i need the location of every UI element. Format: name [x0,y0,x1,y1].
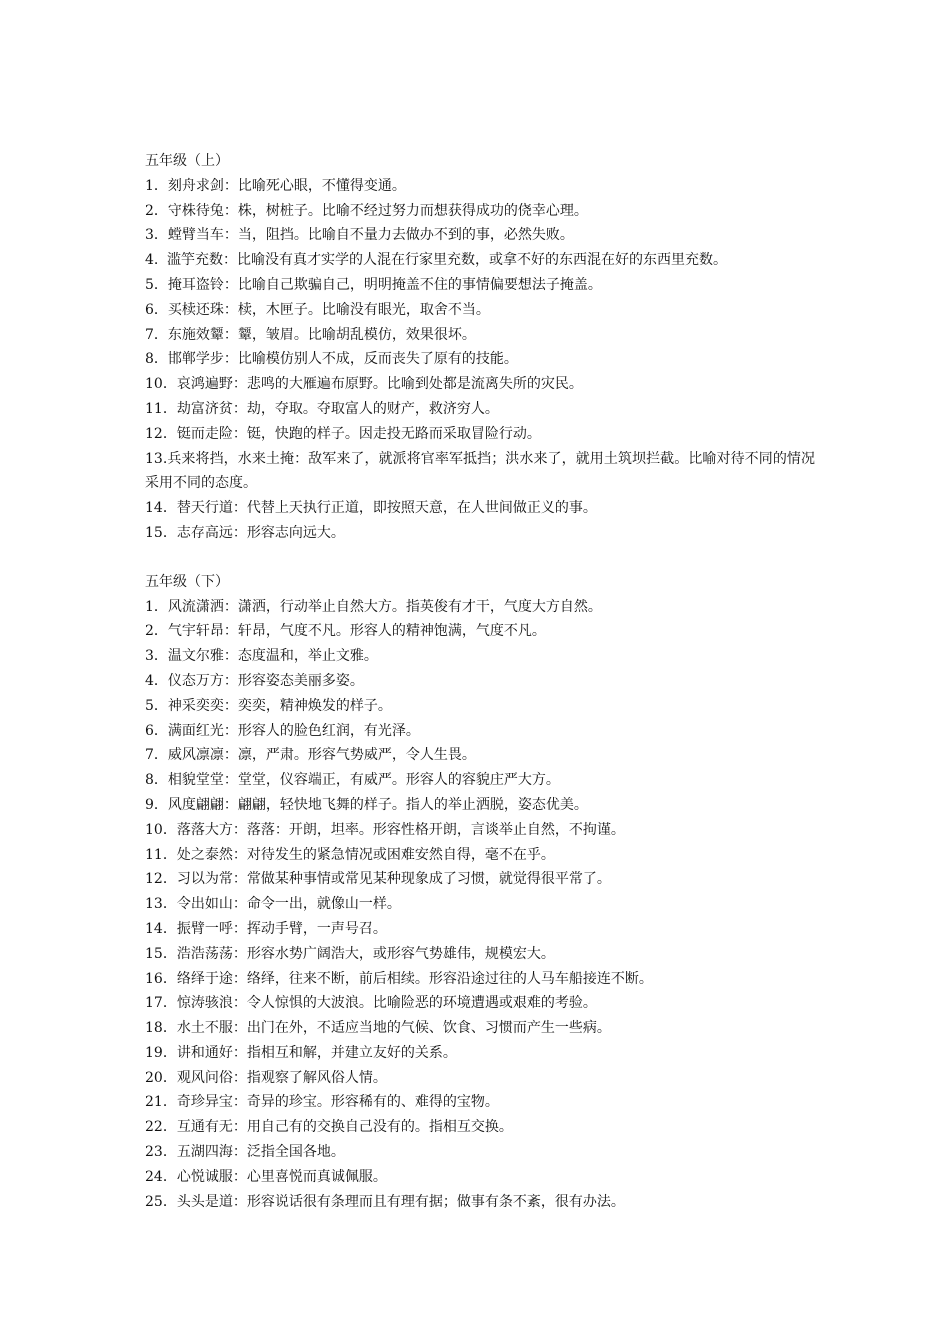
entry-text: 习以为常：常做某种事情或常见某种现象成了习惯，就觉得很平常了。 [176,871,611,888]
entry-number: 15． [145,524,177,541]
entry-number: 11． [145,400,177,417]
entry-number: 14． [145,500,177,517]
entry-text: 观风问俗：指观察了解风俗人情。 [176,1069,387,1086]
idiom-entry [145,496,825,521]
entry-text: 兵来将挡，水来土掩：敌军来了，就派将官率军抵挡；洪水来了，就用土筑坝拦截。比喻对待不同的情况采用不同的态度。 [145,450,815,492]
idiom-entry [145,447,815,497]
idiom-entry [145,273,825,298]
entry-number: 1． [145,598,168,615]
entry-text: 铤而走险：铤，快跑的样子。因走投无路而采取冒险行动。 [176,425,541,442]
entry-text: 五湖四海：泛指全国各地。 [176,1144,345,1161]
entry-text: 奇珍异宝：奇异的珍宝。形容稀有的、难得的宝物。 [176,1094,499,1111]
idiom-entry [145,644,825,669]
idiom-entry [145,1115,825,1140]
entry-number: 4. [145,252,159,269]
idiom-entry [145,1090,825,1115]
entry-number: 23． [145,1144,177,1161]
idiom-entry [145,694,825,719]
document-body [145,149,825,1214]
entry-text: 神采奕奕：奕奕，精神焕发的样子。 [167,697,392,714]
entry-number: 5． [145,697,168,714]
entry-text: 讲和通好：指相互和解，并建立友好的关系。 [176,1044,457,1061]
entry-text: 气宇轩昂：轩昂，气度不凡。形容人的精神饱满，气度不凡。 [167,623,546,640]
entry-number: 7． [145,747,168,764]
entry-text: 惊涛骇浪：令人惊惧的大波浪。比喻险恶的环境遭遇或艰难的考验。 [176,995,597,1012]
idiom-entry [145,1190,825,1215]
entry-text: 螳臂当车：当，阻挡。比喻自不量力去做办不到的事，必然失败。 [167,227,574,244]
idiom-entry [145,323,825,348]
idiom-entry [145,942,825,967]
entry-text: 头头是道：形容说话很有条理而且有理有据；做事有条不紊，很有办法。 [176,1193,625,1210]
entry-text: 东施效颦：颦，皱眉。比喻胡乱模仿，效果很坏。 [167,326,476,343]
idiom-entry [145,1140,825,1165]
entry-text: 络绎于途：络绎，往来不断，前后相续。形容沿途过往的人马车船接连不断。 [176,970,653,987]
entry-text: 心悦诚服：心里喜悦而真诚佩服。 [176,1168,387,1185]
idiom-entry [145,867,825,892]
entry-number: 25． [145,1193,177,1210]
idiom-entry [145,347,825,372]
idiom-entry [145,521,825,546]
idiom-section [145,570,825,1215]
entry-text: 哀鸿遍野：悲鸣的大雁遍布原野。比喻到处都是流离失所的灾民。 [176,376,583,393]
entry-number: 2． [145,623,168,640]
idiom-entry [145,768,825,793]
entry-number: 1． [145,177,168,194]
entry-number: 17． [145,995,177,1012]
entry-number: 12． [145,871,177,888]
entry-text: 水土不服：出门在外，不适应当地的气候、饮食、习惯而产生一些病。 [176,1020,611,1037]
idiom-entry [145,719,825,744]
entry-text: 落落大方：落落：开朗，坦率。形容性格开朗，言谈举止自然，不拘谨。 [176,821,625,838]
entry-text: 买椟还珠：椟，木匣子。比喻没有眼光，取舍不当。 [167,301,490,318]
idiom-entry [145,1165,825,1190]
section-title: 五年级（下） [145,573,229,590]
entry-number: 6． [145,722,168,739]
entry-text: 风流潇洒：潇洒，行动举止自然大方。指英俊有才干，气度大方自然。 [167,598,602,615]
idiom-entry [145,199,825,224]
idiom-entry [145,1016,825,1041]
entry-text: 振臂一呼：挥动手臂，一声号召。 [176,920,387,937]
idiom-entry [145,793,825,818]
idiom-entry [145,298,825,323]
document-page [145,149,825,1214]
entry-number: 2． [145,202,168,219]
idiom-entry [145,967,825,992]
idiom-entry [145,917,825,942]
entry-text: 替天行道：代替上天执行正道，即按照天意，在人世间做正义的事。 [176,500,597,517]
idiom-entry [145,422,825,447]
entry-number: 18． [145,1020,177,1037]
entry-number: 10． [145,821,177,838]
idiom-entry [145,223,825,248]
entry-number: 13. [145,450,168,467]
entry-number: 3． [145,648,168,665]
entry-text: 处之泰然：对待发生的紧急情况或困难安然自得，毫不在乎。 [176,846,555,863]
idiom-entry [145,1041,825,1066]
idiom-entry [145,818,825,843]
idiom-entry [145,892,825,917]
entry-text: 相貌堂堂：堂堂，仪容端正，有威严。形容人的容貌庄严大方。 [167,772,560,789]
entry-number: 20． [145,1069,177,1086]
entry-text: 劫富济贫：劫，夺取。夺取富人的财产，救济穷人。 [176,400,499,417]
idiom-entry [145,619,825,644]
idiom-entry [145,991,825,1016]
entry-number: 12． [145,425,177,442]
entry-number: 8． [145,772,168,789]
entry-text: 互通有无：用自己有的交换自己没有的。指相互交换。 [176,1119,513,1136]
entry-number: 8． [145,351,168,368]
idiom-entry [145,595,825,620]
entry-text: 邯郸学步：比喻模仿别人不成，反而丧失了原有的技能。 [167,351,518,368]
entry-number: 3． [145,227,168,244]
entry-number: 5． [145,276,168,293]
entry-number: 9． [145,796,168,813]
entry-number: 16． [145,970,177,987]
idiom-entry [145,397,825,422]
entry-text: 掩耳盗铃：比喻自己欺骗自己，明明掩盖不住的事情偏要想法子掩盖。 [167,276,602,293]
entry-number: 19． [145,1044,177,1061]
entry-number: 4． [145,672,168,689]
idiom-entry [145,669,825,694]
entry-text: 志存高远：形容志向远大。 [176,524,345,541]
entry-text: 滥竽充数：比喻没有真才实学的人混在行家里充数，或拿不好的东西混在好的东西里充数。 [167,252,727,269]
entry-text: 风度翩翩：翩翩，轻快地飞舞的样子。指人的举止洒脱，姿态优美。 [167,796,588,813]
entry-number: 24． [145,1168,177,1185]
entry-text: 浩浩荡荡：形容水势广阔浩大，或形容气势雄伟，规模宏大。 [176,945,555,962]
entry-number: 15． [145,945,177,962]
entry-text: 刻舟求剑：比喻死心眼，不懂得变通。 [167,177,406,194]
entry-text: 威风凛凛：凛，严肃。形容气势威严，令人生畏。 [167,747,476,764]
entry-text: 满面红光：形容人的脸色红润，有光泽。 [167,722,420,739]
entry-number: 6． [145,301,168,318]
entry-number: 7． [145,326,168,343]
idiom-entry [145,843,825,868]
entry-number: 10． [145,376,177,393]
idiom-section [145,149,825,546]
entry-text: 守株待兔：株，树桩子。比喻不经过努力而想获得成功的侥幸心理。 [167,202,588,219]
idiom-entry [145,372,825,397]
idiom-entry [145,743,825,768]
entry-text: 仪态万方：形容姿态美丽多姿。 [167,672,364,689]
entry-text: 温文尔雅：态度温和，举止文雅。 [167,648,378,665]
entry-number: 21． [145,1094,177,1111]
entry-number: 13． [145,896,177,913]
entry-number: 22． [145,1119,177,1136]
entry-text: 令出如山：命令一出，就像山一样。 [176,896,401,913]
entry-number: 11． [145,846,177,863]
idiom-entry [145,174,825,199]
entry-number: 14． [145,920,177,937]
idiom-entry [145,248,825,273]
idiom-entry [145,1066,825,1091]
section-title: 五年级（上） [145,153,229,169]
